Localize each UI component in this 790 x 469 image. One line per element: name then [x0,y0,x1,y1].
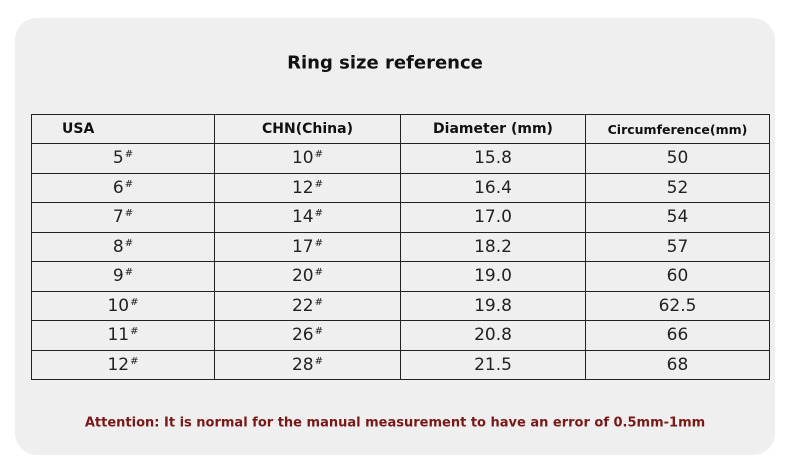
cell-usa [32,350,215,380]
cell-chn-value: 22 [291,295,314,316]
size-mark: # [314,178,324,190]
column-header-usa: USA [32,115,215,144]
measurement-note: Attention: It is normal for the manual measurement to have an error of 0.5mm-1mm [84,415,706,431]
cell-diameter: 17.0 [401,203,586,233]
cell-chn [215,232,401,262]
table-row [32,232,770,262]
column-header-diameter: Diameter (mm) [401,115,586,144]
cell-chn-value: 17 [291,236,314,257]
ring-size-table [31,114,770,380]
cell-circumference: 68 [586,350,770,380]
size-mark: # [124,237,134,249]
size-mark: # [314,326,324,338]
cell-chn [215,144,401,174]
cell-chn [215,173,401,203]
size-mark: # [314,267,324,279]
cell-circumference: 54 [586,203,770,233]
cell-chn-value: 14 [291,207,314,228]
size-mark: # [314,149,324,161]
cell-usa [32,144,215,174]
size-mark: # [130,326,139,338]
size-mark: # [130,355,139,367]
cell-usa [32,262,215,292]
cell-diameter: 19.8 [401,291,586,321]
cell-circumference: 52 [586,173,770,203]
table-row [32,350,770,380]
size-mark: # [314,355,324,367]
cell-circumference: 50 [586,144,770,174]
cell-chn-value: 12 [291,177,314,198]
size-mark: # [314,296,324,308]
table-row [32,203,770,233]
table-row [32,262,770,292]
size-mark: # [124,149,134,161]
cell-chn-value: 20 [291,266,314,287]
size-mark: # [124,178,134,190]
cell-chn-value: 28 [291,354,314,375]
table-row [32,144,770,174]
cell-diameter: 15.8 [401,144,586,174]
cell-usa [32,232,215,262]
table-row [32,173,770,203]
cell-usa-value: 9 [112,266,124,287]
cell-usa [32,173,215,203]
cell-usa-value: 11 [107,325,130,346]
cell-diameter: 16.4 [401,173,586,203]
cell-circumference: 57 [586,232,770,262]
cell-chn [215,350,401,380]
cell-usa [32,203,215,233]
cell-circumference: 62.5 [586,291,770,321]
cell-chn [215,203,401,233]
column-header-circumference: Circumference(mm) [586,115,770,144]
size-mark: # [124,208,134,220]
table-header-row [32,115,770,144]
cell-diameter: 18.2 [401,232,586,262]
size-mark: # [314,237,324,249]
cell-usa-value: 6 [112,177,124,198]
size-mark: # [124,267,134,279]
table-body [32,144,770,380]
cell-usa-value: 12 [107,354,130,375]
cell-usa-value: 7 [112,207,124,228]
cell-diameter: 19.0 [401,262,586,292]
size-mark: # [314,208,324,220]
table-row [32,321,770,351]
cell-circumference: 60 [586,262,770,292]
cell-usa-value: 8 [112,236,124,257]
cell-chn [215,291,401,321]
size-mark: # [130,296,139,308]
cell-chn [215,321,401,351]
cell-diameter: 20.8 [401,321,586,351]
cell-circumference: 66 [586,321,770,351]
cell-chn-value: 26 [291,325,314,346]
cell-usa-value: 5 [112,148,124,169]
cell-usa [32,291,215,321]
column-header-chn: CHN(China) [215,115,401,144]
page-title: Ring size reference [287,52,483,74]
table-row [32,291,770,321]
cell-chn [215,262,401,292]
cell-usa-value: 10 [107,295,130,316]
cell-chn-value: 10 [291,148,314,169]
cell-usa [32,321,215,351]
cell-diameter: 21.5 [401,350,586,380]
